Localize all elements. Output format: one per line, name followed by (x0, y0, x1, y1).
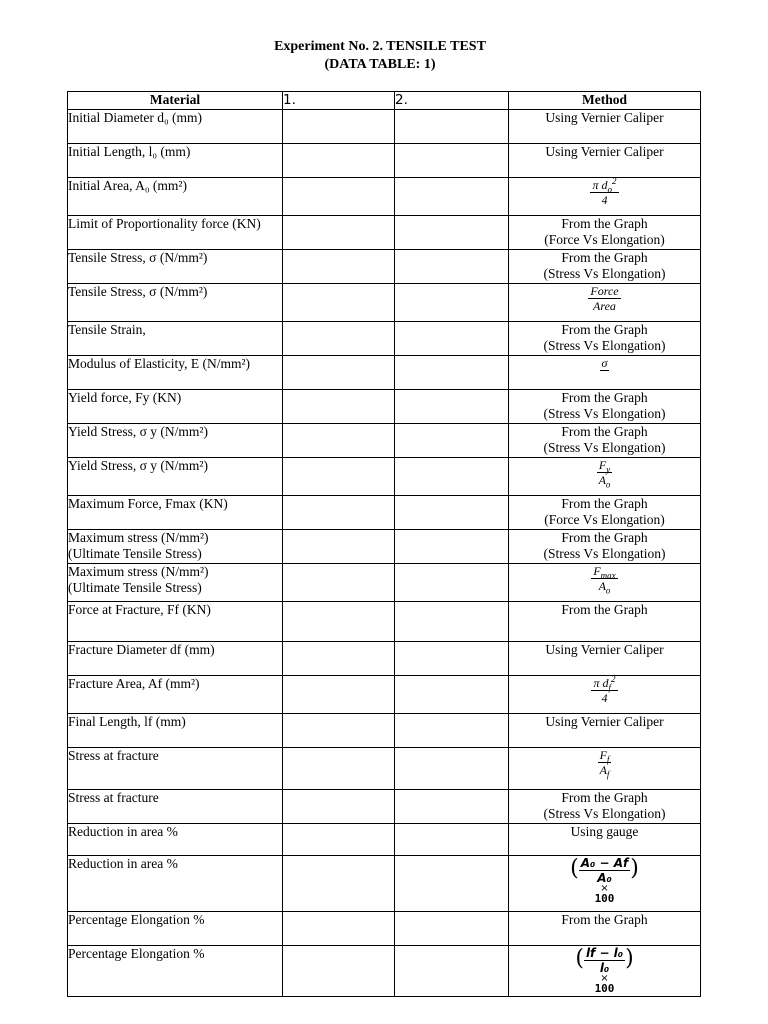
sample-1-cell[interactable] (283, 356, 395, 390)
table-row (68, 824, 701, 856)
table-row (68, 714, 701, 748)
method-text: Using Vernier Caliper (545, 714, 664, 729)
sample-1-cell[interactable] (283, 856, 395, 912)
method-line: (Force Vs Elongation) (544, 232, 665, 247)
header-method: Method (509, 92, 701, 110)
row-label-text: Tensile Stress, σ (N/mm²) (68, 284, 208, 299)
formula-expression (570, 856, 639, 905)
formula-fraction (590, 178, 618, 207)
row-method (509, 748, 701, 790)
table-row (68, 216, 701, 250)
table-row (68, 530, 701, 564)
sample-1-cell[interactable] (283, 714, 395, 748)
formula-denominator-text: 4 (601, 193, 608, 207)
sample-1-cell[interactable] (283, 824, 395, 856)
row-label-text: Tensile Stress, σ (N/mm²) (68, 250, 208, 265)
sample-2-cell[interactable] (395, 856, 509, 912)
row-label-text: Modulus of Elasticity, E (N/mm²) (68, 356, 251, 371)
row-label (68, 748, 283, 790)
row-label (68, 824, 283, 856)
table-body (68, 110, 701, 997)
method-line: From the Graph (561, 322, 648, 337)
sample-2-cell[interactable] (395, 946, 509, 997)
method-line: (Stress Vs Elongation) (543, 546, 666, 561)
sample-2-cell[interactable] (395, 496, 509, 530)
method-line: (Stress Vs Elongation) (543, 440, 666, 455)
sample-1-cell[interactable] (283, 424, 395, 458)
formula-expression (575, 946, 633, 995)
row-label-text: Limit of Proportionality force (KN) (68, 216, 261, 231)
row-label-text: Yield force, Fy (KN) (68, 390, 182, 405)
sample-2-cell[interactable] (395, 564, 509, 602)
method-line: (Stress Vs Elongation) (543, 406, 666, 421)
method-line: From the Graph (561, 790, 648, 805)
sample-2-cell[interactable] (395, 250, 509, 284)
left-paren: ( (570, 856, 579, 881)
sample-1-cell[interactable] (283, 676, 395, 714)
row-label (68, 912, 283, 946)
table-row (68, 144, 701, 178)
row-method (509, 458, 701, 496)
formula-numerator (591, 676, 617, 691)
sample-1-cell[interactable] (283, 748, 395, 790)
table-row (68, 676, 701, 714)
right-paren: ) (630, 856, 639, 881)
formula-numerator (600, 356, 610, 371)
row-method (509, 824, 701, 856)
method-line: (Stress Vs Elongation) (543, 806, 666, 821)
row-method (509, 390, 701, 424)
row-method (509, 356, 701, 390)
sample-1-cell[interactable] (283, 216, 395, 250)
row-method (509, 790, 701, 824)
method-line: (Stress Vs Elongation) (543, 338, 666, 353)
sample-1-cell[interactable] (283, 564, 395, 602)
sample-2-cell[interactable] (395, 390, 509, 424)
table-row (68, 356, 701, 390)
method-line: (Stress Vs Elongation) (543, 266, 666, 281)
row-label-text: Initial Length, l₀ (mm) (68, 144, 191, 159)
row-method (509, 714, 701, 748)
row-method (509, 216, 701, 250)
sample-1-cell[interactable] (283, 250, 395, 284)
sample-2-cell[interactable] (395, 748, 509, 790)
formula-denominator (598, 763, 612, 780)
formula-numerator-text: F (593, 564, 601, 578)
sample-2-cell[interactable] (395, 110, 509, 144)
method-text: From the Graph (561, 912, 648, 927)
row-label-text: Percentage Elongation % (68, 912, 205, 927)
row-label-text: Final Length, lf (mm) (68, 714, 186, 729)
table-row (68, 912, 701, 946)
row-method (509, 496, 701, 530)
row-label (68, 284, 283, 322)
sample-1-cell[interactable] (283, 912, 395, 946)
row-label (68, 424, 283, 458)
row-label-text: Stress at fracture (68, 790, 159, 805)
row-method (509, 856, 701, 912)
sample-1-cell[interactable] (283, 144, 395, 178)
method-line: From the Graph (561, 530, 648, 545)
sample-1-cell[interactable] (283, 178, 395, 216)
page-subtitle: (DATA TABLE: 1) (324, 57, 436, 72)
formula-numerator-sub: f (606, 754, 610, 765)
row-label-text: Fracture Diameter df (mm) (68, 642, 215, 657)
method-text: Using Vernier Caliper (545, 110, 664, 125)
row-label-text: Initial Diameter d₀ (mm) (68, 110, 203, 125)
sample-1-cell[interactable] (283, 530, 395, 564)
row-label-text: Tensile Strain, (68, 322, 146, 337)
sample-2-cell[interactable] (395, 458, 509, 496)
sample-1-cell[interactable] (283, 496, 395, 530)
header-sample-1: 1. (283, 92, 395, 110)
method-text: Using gauge (570, 824, 639, 839)
sample-1-cell[interactable] (283, 322, 395, 356)
row-method (509, 322, 701, 356)
row-label (68, 322, 283, 356)
sample-1-cell[interactable] (283, 602, 395, 642)
row-method (509, 676, 701, 714)
formula-fraction (591, 676, 617, 705)
formula-fraction (600, 356, 610, 371)
formula-numerator-sup: 2 (611, 674, 616, 684)
method-line: From the Graph (561, 216, 648, 231)
formula-denominator-text: A (599, 763, 607, 777)
row-label (68, 642, 283, 676)
sample-1-cell[interactable] (283, 390, 395, 424)
expression-line (570, 856, 639, 885)
table-row (68, 856, 701, 912)
formula-denominator (591, 579, 617, 596)
formula-denominator (590, 193, 618, 207)
row-label (68, 144, 283, 178)
multiplier: 100 (594, 892, 615, 905)
sample-2-cell[interactable] (395, 424, 509, 458)
sample-1-cell[interactable] (283, 458, 395, 496)
table-row (68, 110, 701, 144)
row-label-text: Reduction in area % (68, 856, 178, 871)
formula-fraction (584, 946, 625, 975)
formula-denominator-text: A (598, 579, 606, 593)
right-paren: ) (625, 946, 634, 971)
row-label-text: Force at Fracture, Ff (KN) (68, 602, 211, 617)
table-row (68, 496, 701, 530)
formula-denominator (588, 299, 620, 313)
formula-denominator: l₀ (599, 961, 610, 975)
row-label-line: Maximum stress (N/mm²) (68, 530, 209, 545)
times-sign: × (600, 973, 609, 984)
formula-numerator (588, 284, 620, 299)
formula-numerator: A₀ − Af (580, 856, 629, 870)
row-label-text: Fracture Area, Af (mm²) (68, 676, 200, 691)
method-line: From the Graph (561, 390, 648, 405)
formula-numerator-sub: o (607, 184, 612, 195)
sample-2-cell[interactable] (395, 790, 509, 824)
expression-line (575, 946, 634, 975)
sample-2-cell[interactable] (395, 144, 509, 178)
formula-fraction (579, 856, 630, 885)
formula-denominator-sub: f (606, 769, 610, 780)
table-row (68, 564, 701, 602)
row-label-text: Stress at fracture (68, 748, 159, 763)
sample-2-cell[interactable] (395, 356, 509, 390)
method-text: Using Vernier Caliper (545, 642, 664, 657)
sample-2-cell[interactable] (395, 602, 509, 642)
method-line: From the Graph (561, 496, 648, 511)
row-method (509, 946, 701, 997)
formula-denominator-sub: o (605, 585, 611, 596)
formula-numerator-sub: max (600, 570, 616, 581)
formula-denominator-text: Area (593, 299, 616, 313)
formula-numerator-sub: f (608, 682, 612, 693)
formula-numerator-text: π d (593, 676, 609, 690)
method-line: (Force Vs Elongation) (544, 512, 665, 527)
sample-1-cell[interactable] (283, 284, 395, 322)
sample-2-cell[interactable] (395, 642, 509, 676)
formula-numerator (590, 178, 618, 193)
row-method (509, 284, 701, 322)
sample-2-cell[interactable] (395, 284, 509, 322)
formula-fraction (588, 284, 620, 313)
times-sign: × (600, 883, 609, 894)
formula-numerator-text: π d (592, 178, 608, 192)
multiplier: 100 (594, 982, 615, 995)
row-label (68, 496, 283, 530)
table-row (68, 946, 701, 997)
row-label-text: Initial Area, A₀ (mm²) (68, 178, 187, 193)
sample-2-cell[interactable] (395, 178, 509, 216)
sample-1-cell[interactable] (283, 946, 395, 997)
formula-numerator (597, 458, 613, 473)
formula-denominator (597, 473, 613, 490)
row-label (68, 564, 283, 602)
row-label-line: (Ultimate Tensile Stress) (68, 580, 202, 595)
row-label (68, 390, 283, 424)
table-row (68, 790, 701, 824)
formula-fraction (597, 458, 613, 490)
row-method (509, 424, 701, 458)
method-text: From the Graph (561, 602, 648, 617)
row-method (509, 912, 701, 946)
sample-2-cell[interactable] (395, 676, 509, 714)
row-method (509, 564, 701, 602)
formula-denominator-sub: o (605, 479, 611, 490)
formula-denominator-text: 4 (601, 691, 608, 705)
sample-2-cell[interactable] (395, 824, 509, 856)
table-row (68, 284, 701, 322)
sample-1-cell[interactable] (283, 642, 395, 676)
formula-fraction (598, 748, 612, 780)
table-row (68, 322, 701, 356)
left-paren: ( (575, 946, 584, 971)
row-label-line: (Ultimate Tensile Stress) (68, 546, 202, 561)
formula-denominator-text: A (598, 473, 606, 487)
data-table (67, 91, 701, 997)
row-label-text: Reduction in area % (68, 824, 178, 839)
row-label (68, 856, 283, 912)
method-text: Using Vernier Caliper (545, 144, 664, 159)
formula-numerator-text: σ (601, 356, 608, 370)
sample-2-cell[interactable] (395, 216, 509, 250)
row-method (509, 602, 701, 642)
sample-2-cell[interactable] (395, 714, 509, 748)
table-row (68, 642, 701, 676)
table-row (68, 748, 701, 790)
row-label-text: Yield Stress, σ y (N/mm²) (68, 424, 208, 439)
method-line: From the Graph (561, 424, 648, 439)
row-method (509, 178, 701, 216)
table-row (68, 458, 701, 496)
row-label (68, 530, 283, 564)
row-label (68, 216, 283, 250)
row-label (68, 110, 283, 144)
row-method (509, 530, 701, 564)
formula-numerator-text: Force (590, 284, 619, 298)
row-label (68, 250, 283, 284)
row-method (509, 144, 701, 178)
sample-1-cell[interactable] (283, 790, 395, 824)
table-row (68, 178, 701, 216)
row-method (509, 110, 701, 144)
formula-denominator: A₀ (597, 871, 612, 885)
row-label-text: Yield Stress, σ y (N/mm²) (68, 458, 208, 473)
row-label (68, 356, 283, 390)
table-row (68, 250, 701, 284)
row-label (68, 178, 283, 216)
header-sample-2: 2. (395, 92, 509, 110)
row-label-line: Maximum stress (N/mm²) (68, 564, 209, 579)
row-method (509, 250, 701, 284)
sample-2-cell[interactable] (395, 322, 509, 356)
formula-denominator (591, 691, 617, 705)
table-row (68, 602, 701, 642)
formula-numerator-text: F (599, 748, 607, 762)
sample-2-cell[interactable] (395, 530, 509, 564)
row-label (68, 458, 283, 496)
table-row (68, 390, 701, 424)
table-row (68, 424, 701, 458)
formula-numerator-sub: y (606, 464, 611, 475)
sample-2-cell[interactable] (395, 912, 509, 946)
row-label (68, 790, 283, 824)
row-label (68, 946, 283, 997)
formula-numerator (598, 748, 612, 763)
formula-numerator: lf − l₀ (585, 946, 624, 960)
row-label (68, 676, 283, 714)
row-label (68, 602, 283, 642)
row-label-text: Percentage Elongation % (68, 946, 205, 961)
page-title: Experiment No. 2. TENSILE TEST (274, 39, 486, 54)
header-material: Material (68, 92, 283, 110)
row-label-text: Maximum Force, Fmax (KN) (68, 496, 228, 511)
method-line: From the Graph (561, 250, 648, 265)
formula-numerator-text: F (598, 458, 607, 472)
sample-1-cell[interactable] (283, 110, 395, 144)
row-label (68, 714, 283, 748)
formula-numerator (591, 564, 617, 579)
row-method (509, 642, 701, 676)
formula-fraction (591, 564, 617, 596)
formula-numerator-sup: 2 (612, 176, 617, 186)
